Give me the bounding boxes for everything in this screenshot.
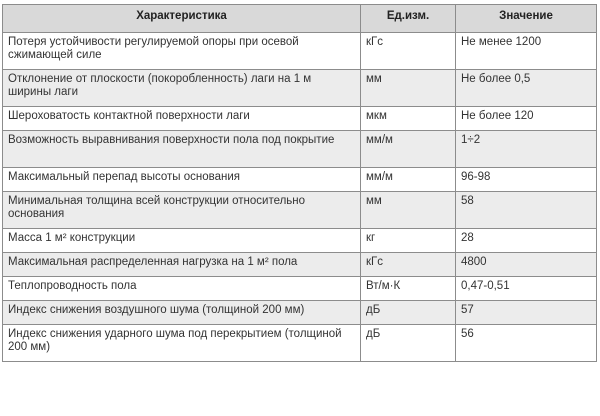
cell-unit: мм/м	[361, 131, 456, 168]
cell-value: 28	[456, 229, 597, 253]
cell-characteristic: Возможность выравнивания поверхности пола под покрытие	[3, 131, 361, 168]
cell-characteristic: Максимальная распределенная нагрузка на 1 м² пола	[3, 253, 361, 277]
header-characteristic: Характеристика	[3, 5, 361, 33]
cell-unit: кг	[361, 229, 456, 253]
table-row	[3, 168, 597, 192]
cell-value: 58	[456, 192, 597, 229]
cell-unit: дБ	[361, 325, 456, 362]
table-row	[3, 131, 597, 168]
cell-value: 96-98	[456, 168, 597, 192]
header-row	[3, 5, 597, 33]
cell-value: Не более 120	[456, 107, 597, 131]
cell-value: 57	[456, 301, 597, 325]
cell-unit: мм	[361, 192, 456, 229]
table-row	[3, 229, 597, 253]
header-unit: Ед.изм.	[361, 5, 456, 33]
cell-value: 0,47-0,51	[456, 277, 597, 301]
cell-unit: мкм	[361, 107, 456, 131]
cell-characteristic: Максимальный перепад высоты основания	[3, 168, 361, 192]
table-row	[3, 253, 597, 277]
cell-characteristic: Масса 1 м² конструкции	[3, 229, 361, 253]
cell-characteristic: Шероховатость контактной поверхности лаги	[3, 107, 361, 131]
cell-characteristic: Минимальная толщина всей конструкции относительно основания	[3, 192, 361, 229]
spec-table	[2, 4, 597, 362]
table-row	[3, 33, 597, 70]
table-header	[3, 5, 597, 33]
cell-value: Не более 0,5	[456, 70, 597, 107]
cell-unit: кГс	[361, 253, 456, 277]
table-row	[3, 70, 597, 107]
cell-characteristic: Потеря устойчивости регулируемой опоры при осевой сжимающей силе	[3, 33, 361, 70]
table-row	[3, 107, 597, 131]
cell-unit: мм/м	[361, 168, 456, 192]
cell-characteristic: Отклонение от плоскости (покоробленность) лаги на 1 м ширины лаги	[3, 70, 361, 107]
cell-characteristic: Теплопроводность пола	[3, 277, 361, 301]
cell-value: 1÷2	[456, 131, 597, 168]
table-row	[3, 301, 597, 325]
cell-unit: Вт/м·К	[361, 277, 456, 301]
cell-value: 56	[456, 325, 597, 362]
header-value: Значение	[456, 5, 597, 33]
table-body	[3, 33, 597, 362]
cell-unit: кГс	[361, 33, 456, 70]
cell-value: Не менее 1200	[456, 33, 597, 70]
table-row	[3, 277, 597, 301]
cell-unit: мм	[361, 70, 456, 107]
cell-value: 4800	[456, 253, 597, 277]
table-row	[3, 325, 597, 362]
cell-unit: дБ	[361, 301, 456, 325]
cell-characteristic: Индекс снижения воздушного шума (толщиной 200 мм)	[3, 301, 361, 325]
table-row	[3, 192, 597, 229]
cell-characteristic: Индекс снижения ударного шума под перекрытием (толщиной 200 мм)	[3, 325, 361, 362]
